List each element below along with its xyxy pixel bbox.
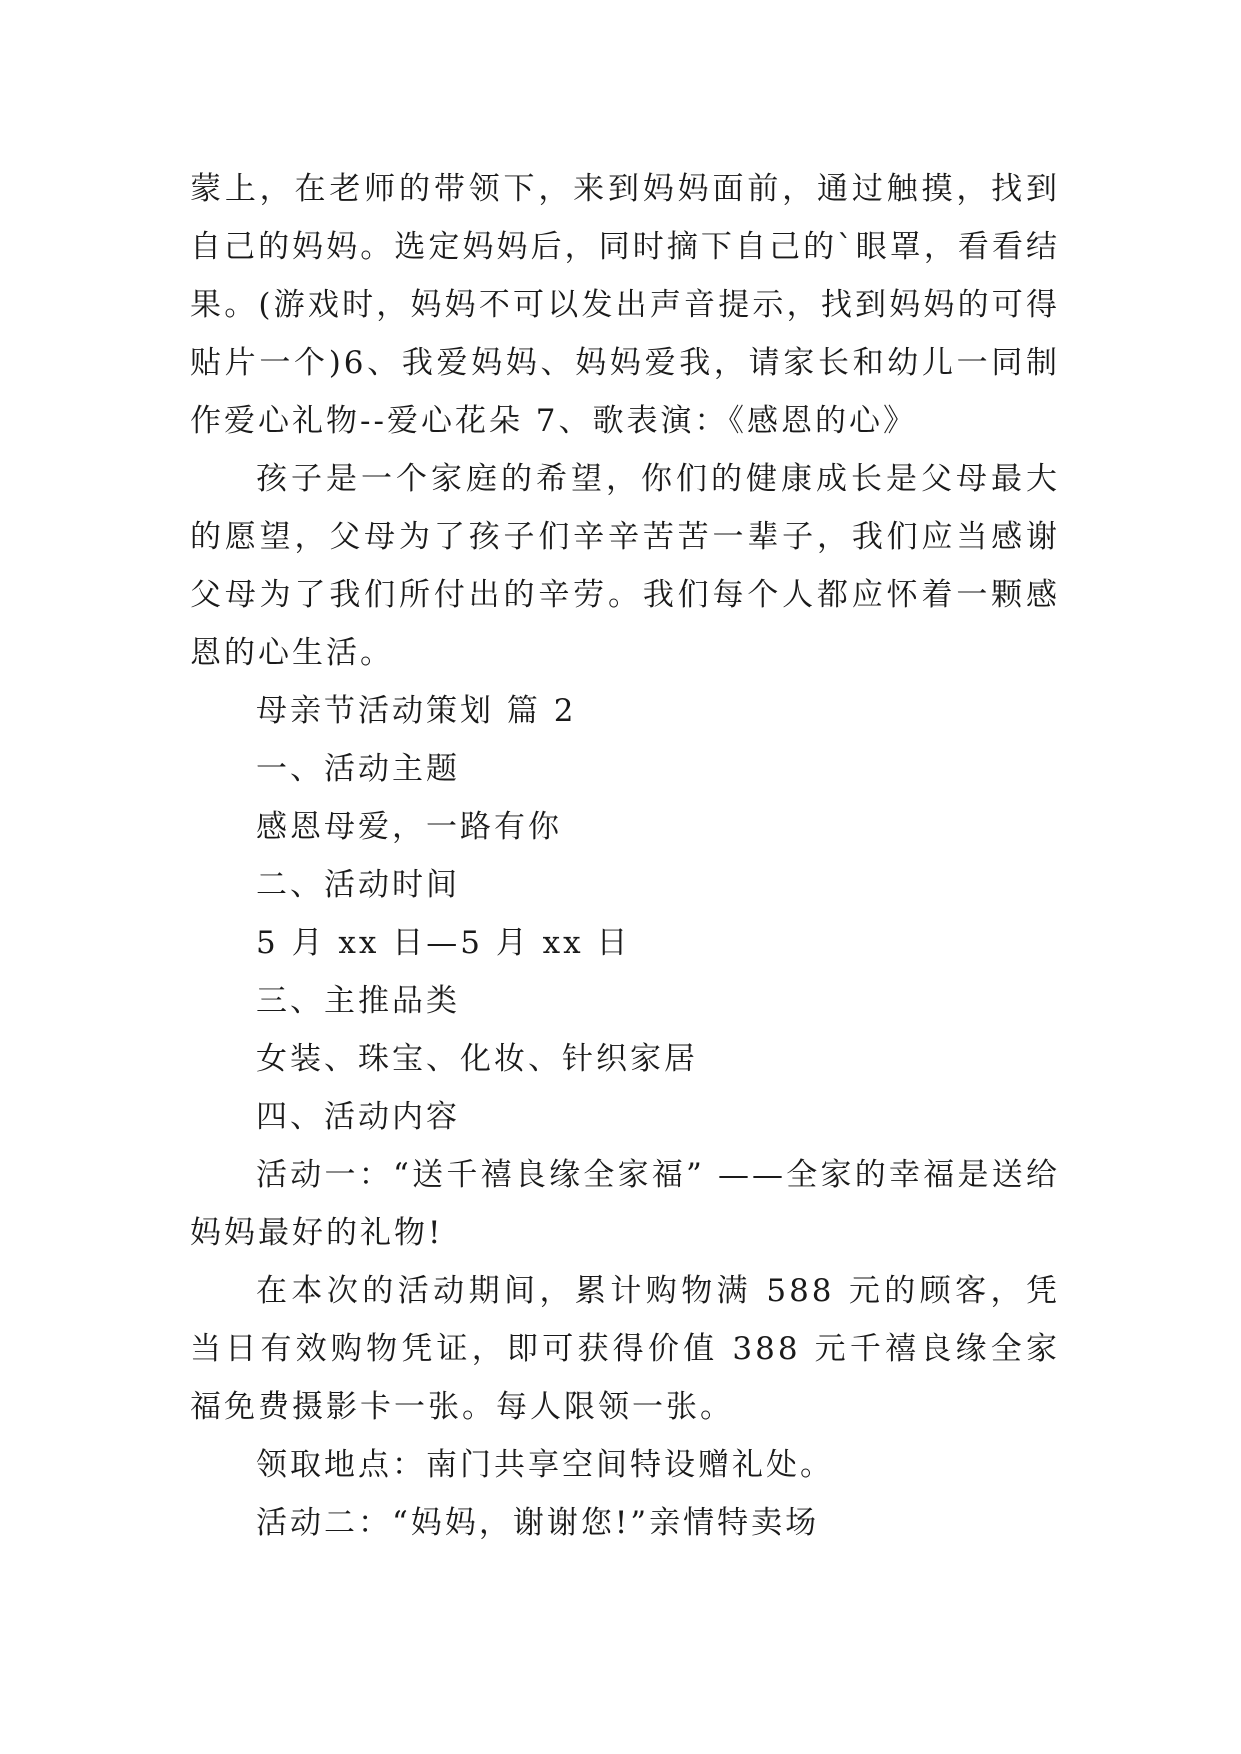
heading-content: 四、活动内容 bbox=[256, 1099, 460, 1135]
paragraph-activity-one-details: 在本次的活动期间，累计购物满 588 元的顾客，凭当日有效购物凭证，即可获得价值 388 元千禧良缘全家福免费摄影卡一张。每人限领一张。 bbox=[190, 1273, 1060, 1425]
heading-theme: 一、活动主题 bbox=[256, 751, 460, 787]
document-body bbox=[190, 160, 1060, 1552]
paragraph-activity-one: 活动一：“送千禧良缘全家福” ——全家的幸福是送给妈妈最好的礼物! bbox=[190, 1157, 1060, 1251]
paragraph-time: 5 月 xx 日—5 月 xx 日 bbox=[256, 925, 631, 961]
section-title: 母亲节活动策划 篇 2 bbox=[256, 693, 577, 729]
paragraph-pickup-location: 领取地点：南门共享空间特设赠礼处。 bbox=[256, 1447, 834, 1483]
paragraph-theme: 感恩母爱，一路有你 bbox=[256, 809, 562, 845]
heading-time: 二、活动时间 bbox=[256, 867, 460, 903]
heading-categories: 三、主推品类 bbox=[256, 983, 460, 1019]
paragraph-activity-two: 活动二：“妈妈，谢谢您!”亲情特卖场 bbox=[256, 1505, 820, 1541]
paragraph-gratitude: 孩子是一个家庭的希望，你们的健康成长是父母最大的愿望，父母为了孩子们辛辛苦苦一辈子，我们应当感谢父母为了我们所付出的辛劳。我们每个人都应怀着一颗感恩的心生活。 bbox=[190, 461, 1060, 671]
paragraph-categories: 女装、珠宝、化妆、针织家居 bbox=[256, 1041, 698, 1077]
paragraph-game-instructions: 蒙上，在老师的带领下，来到妈妈面前，通过触摸，找到自己的妈妈。选定妈妈后，同时摘下自己的`眼罩，看看结果。(游戏时，妈妈不可以发出声音提示，找到妈妈的可得贴片一个)6、我爱妈妈、妈妈爱我，请家长和幼儿一同制作爱心礼物--爱心花朵 7、歌表演：《感恩的心》 bbox=[190, 171, 1060, 439]
